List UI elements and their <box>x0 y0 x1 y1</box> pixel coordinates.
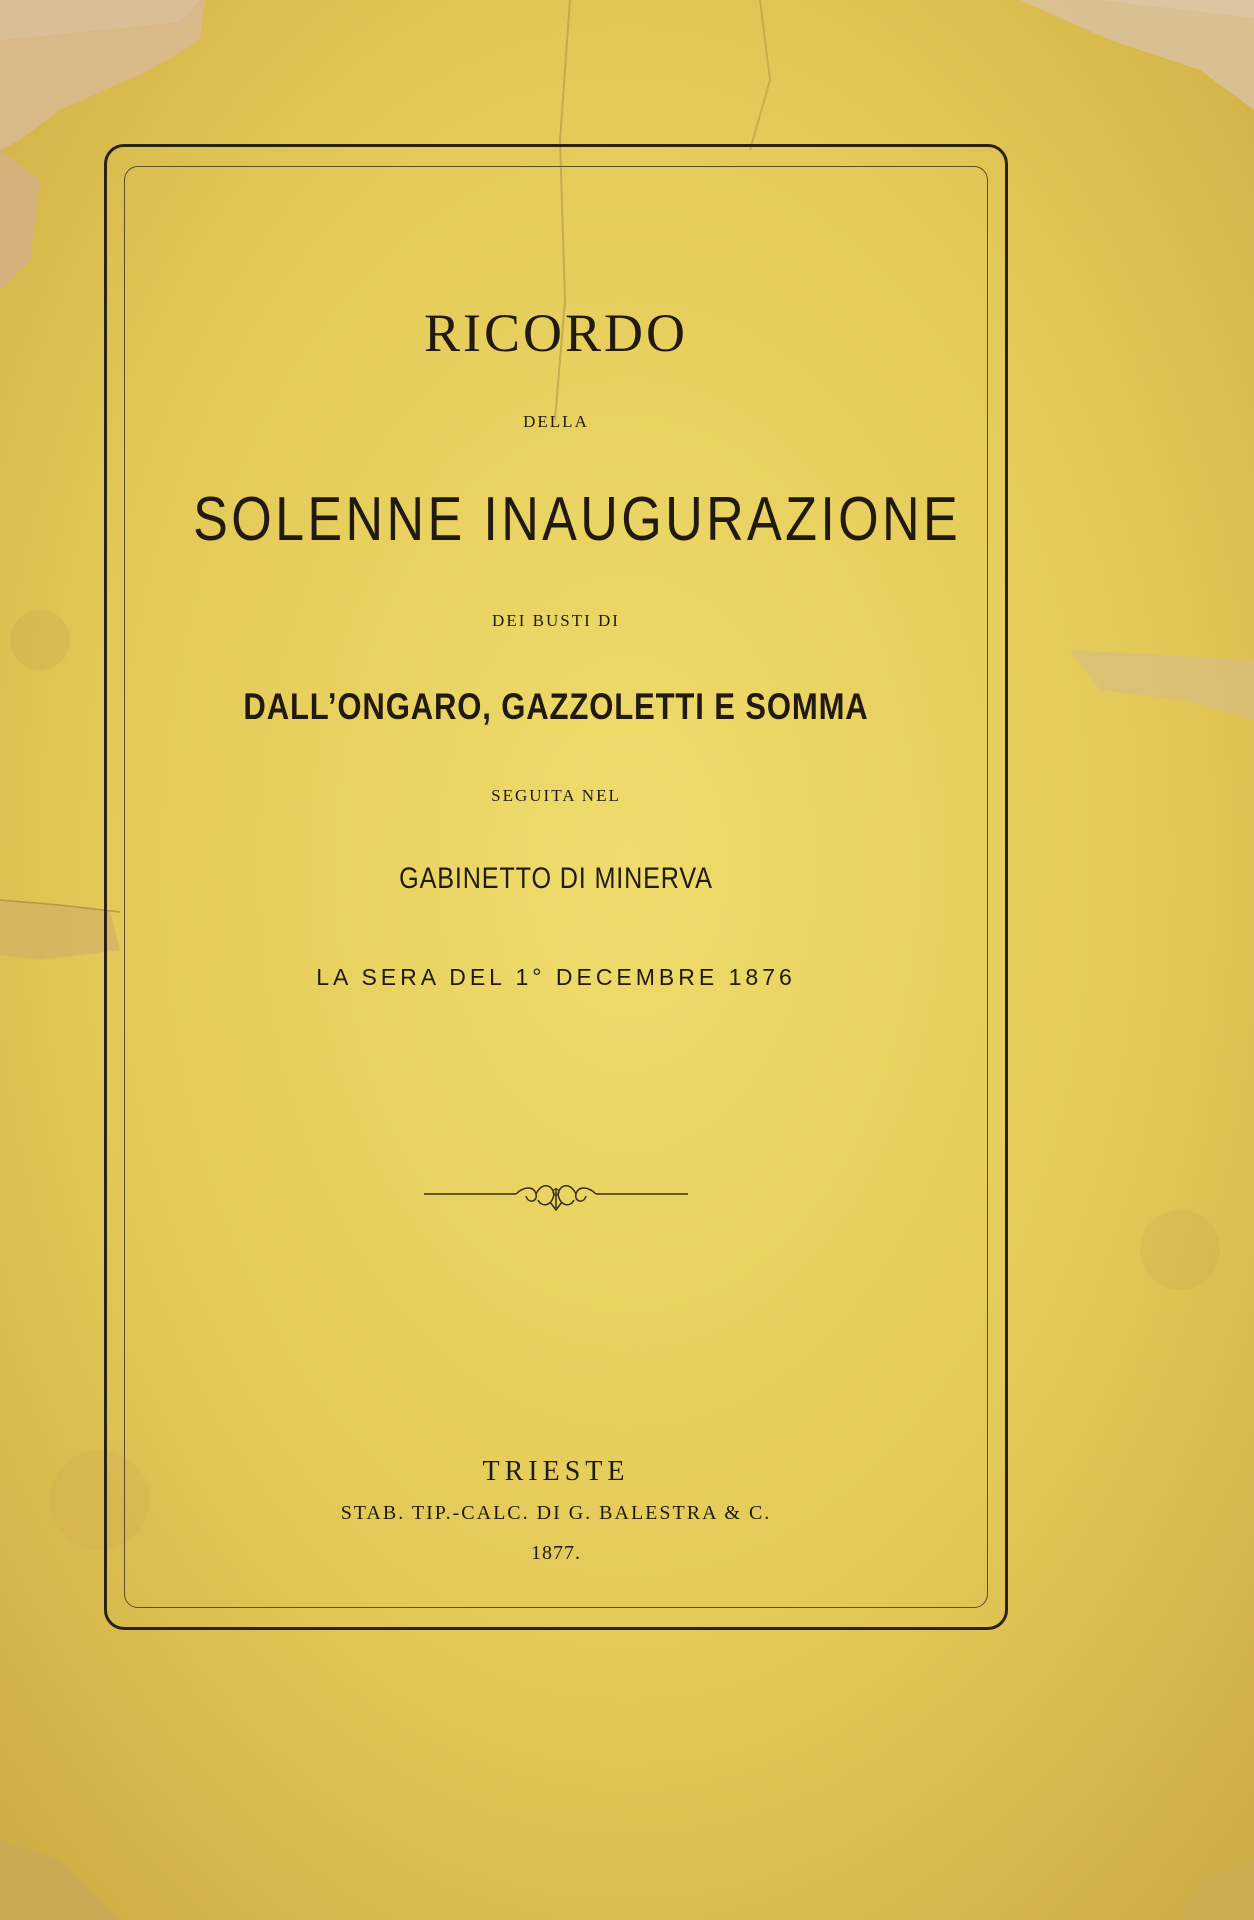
connector-seguita: SEGUITA NEL <box>491 786 621 805</box>
cover-title: RICORDO <box>423 303 689 363</box>
printer-imprint: STAB. TIP.-CALC. DI G. BALESTRA & C. <box>340 1502 772 1524</box>
cover-subtitle: SOLENNE INAUGURAZIONE <box>193 485 962 554</box>
publication-year: 1877. <box>531 1542 581 1564</box>
honoree-names: DALL’ONGARO, GAZZOLETTI E SOMMA <box>243 686 869 727</box>
floral-scroll-divider-icon <box>424 1180 688 1216</box>
connector-della: DELLA <box>523 412 589 431</box>
connector-busti: DEI BUSTI DI <box>492 611 620 630</box>
publication-city: TRIESTE <box>482 1456 630 1487</box>
venue-name: GABINETTO DI MINERVA <box>399 862 713 895</box>
event-date: LA SERA DEL 1° DECEMBRE 1876 <box>316 964 796 990</box>
